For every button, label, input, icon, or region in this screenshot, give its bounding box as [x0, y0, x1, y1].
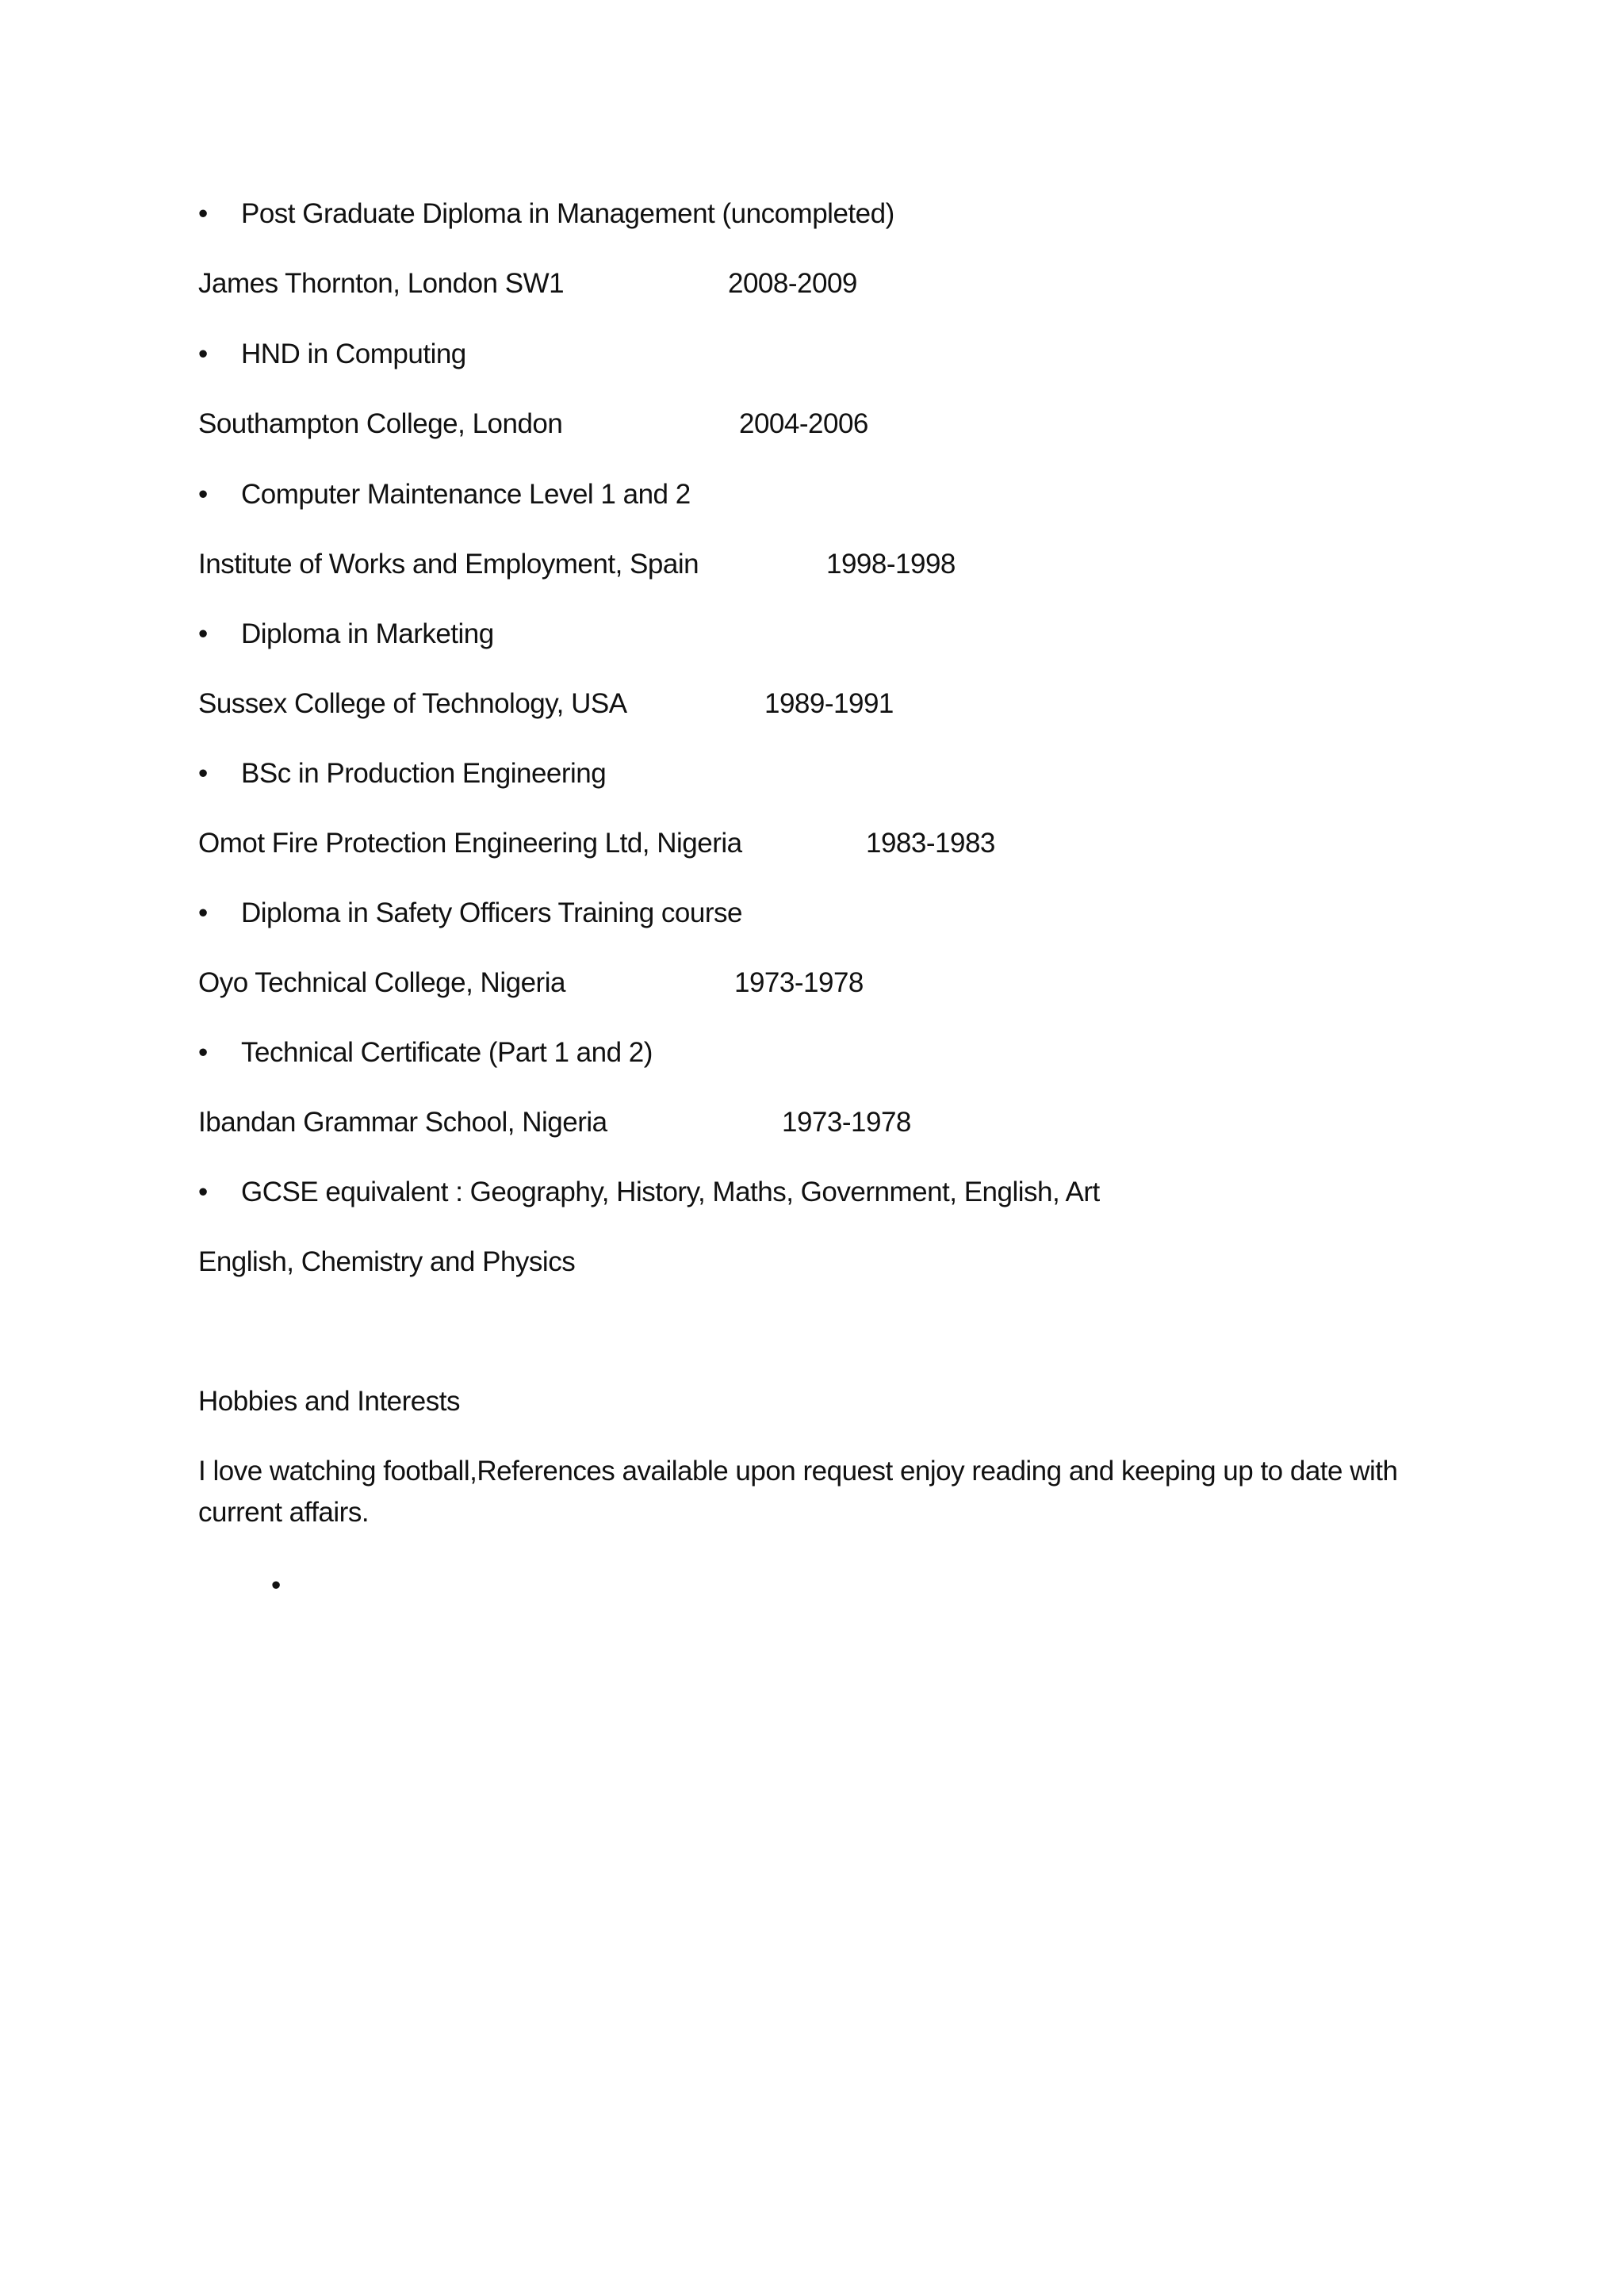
- empty-bullet-icon: •: [271, 1570, 282, 1601]
- institution-name: Ibandan Grammar School, Nigeria: [198, 1107, 607, 1138]
- institution-years: 1973-1978: [734, 967, 864, 998]
- bullet-icon: •: [198, 198, 208, 229]
- qualification-text: GCSE equivalent : Geography, History, Maths, Government, English, Art: [241, 1177, 1100, 1207]
- bullet-icon: •: [198, 1177, 208, 1207]
- hobbies-heading: Hobbies and Interests: [198, 1386, 460, 1417]
- institution-years: 1989-1991: [764, 688, 894, 719]
- qualification-text: BSc in Production Engineering: [241, 758, 607, 789]
- institution-name: James Thornton, London SW1: [198, 268, 565, 299]
- institution-years: 1998-1998: [826, 549, 956, 580]
- bullet-icon: •: [198, 897, 208, 928]
- institution-name: Institute of Works and Employment, Spain: [198, 549, 699, 580]
- bullet-icon: •: [198, 618, 208, 649]
- institution-years: 1983-1983: [866, 828, 995, 859]
- bullet-icon: •: [198, 479, 208, 510]
- qualification-text: Technical Certificate (Part 1 and 2): [241, 1037, 653, 1068]
- institution-name: Southampton College, London: [198, 408, 563, 439]
- bullet-icon: •: [198, 1037, 208, 1068]
- qualification-text: HND in Computing: [241, 339, 466, 369]
- bullet-icon: •: [198, 339, 208, 369]
- institution-name: Oyo Technical College, Nigeria: [198, 967, 565, 998]
- qualification-text: Computer Maintenance Level 1 and 2: [241, 479, 691, 510]
- institution-name: Sussex College of Technology, USA: [198, 688, 627, 719]
- institution-years: 1973-1978: [782, 1107, 911, 1138]
- institution-years: 2004-2006: [739, 408, 868, 439]
- qualification-text: Diploma in Marketing: [241, 618, 494, 649]
- institution-name: Omot Fire Protection Engineering Ltd, Nigeria: [198, 828, 742, 859]
- bullet-icon: •: [198, 758, 208, 789]
- institution-years: 2008-2009: [728, 268, 857, 299]
- qualification-text: Diploma in Safety Officers Training course: [241, 897, 742, 928]
- hobbies-text: I love watching football,References available upon request enjoy reading and keeping up to date with current affairs.: [198, 1456, 1398, 1528]
- qualification-text: Post Graduate Diploma in Management (uncompleted): [241, 198, 894, 229]
- institution-name: English, Chemistry and Physics: [198, 1246, 576, 1277]
